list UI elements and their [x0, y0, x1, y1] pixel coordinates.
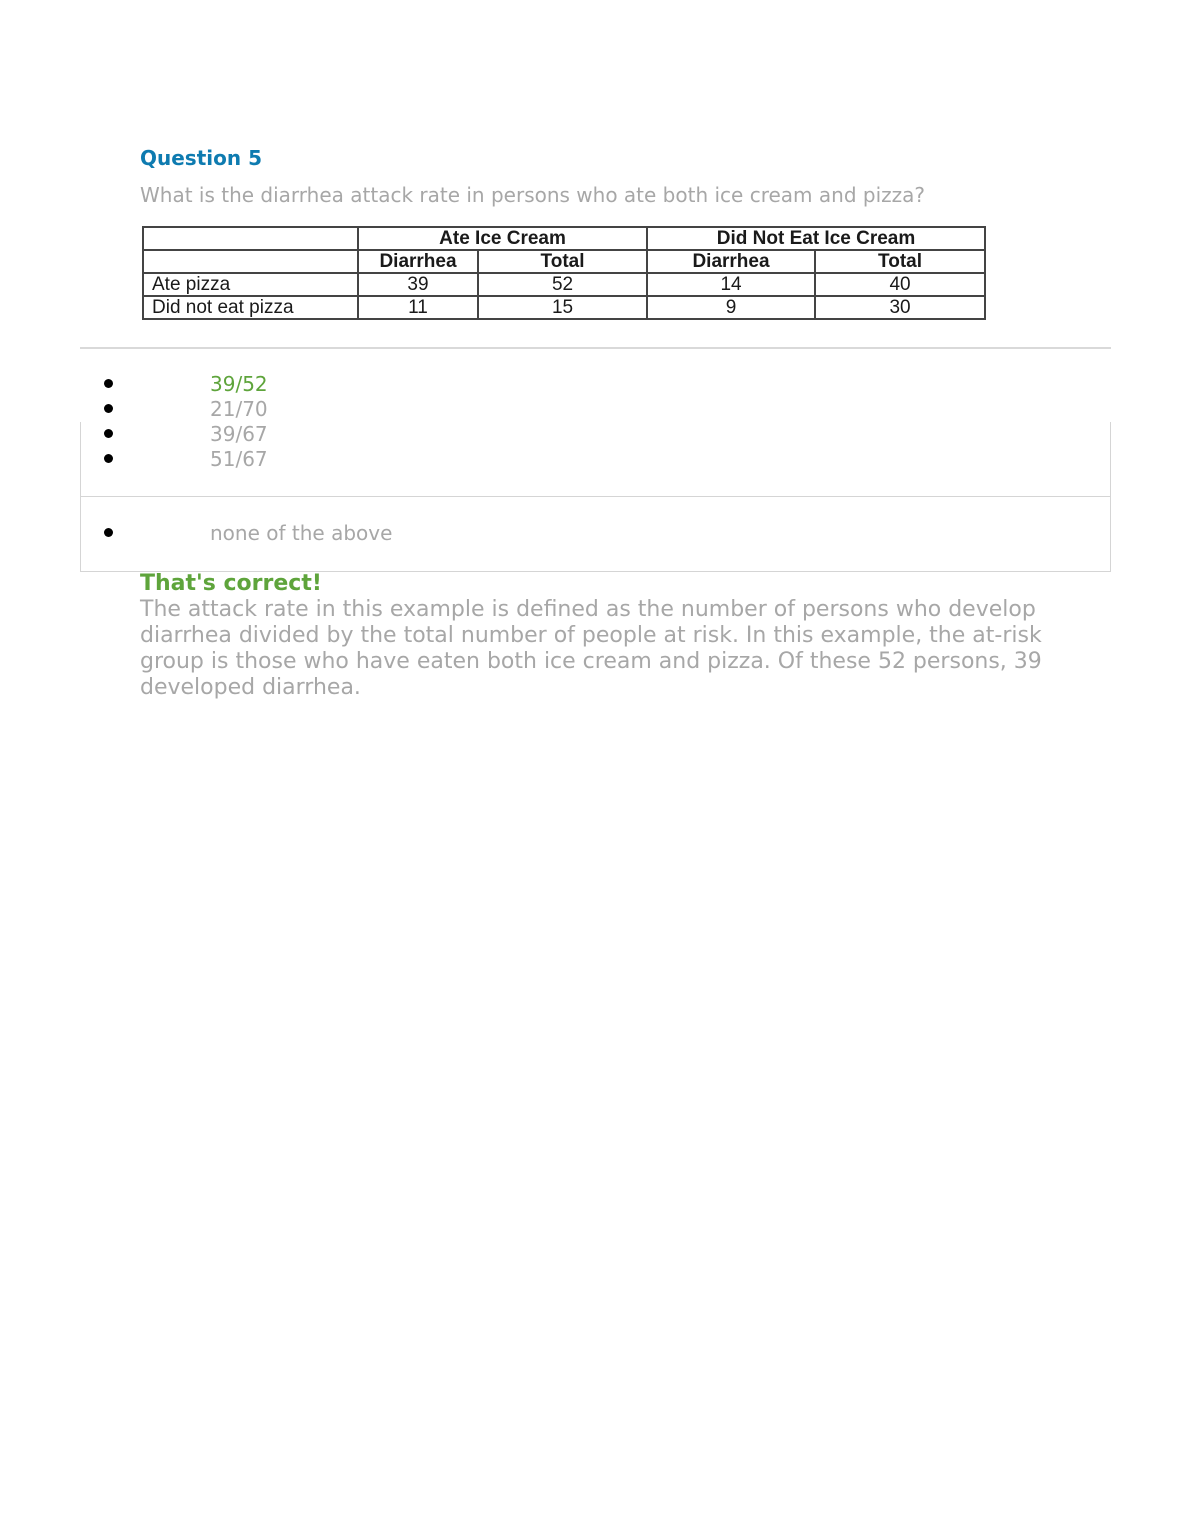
- table-cell: 30: [815, 296, 985, 319]
- table-sub-header-row: [143, 250, 985, 273]
- table-cell: 52: [478, 273, 647, 296]
- table-header-cell: Diarrhea: [647, 250, 815, 273]
- bullet-icon: [104, 429, 113, 438]
- data-table: [142, 226, 986, 320]
- answer-option[interactable]: [0, 396, 1190, 421]
- table-header-cell: Diarrhea: [358, 250, 478, 273]
- bullet-icon: [104, 454, 113, 463]
- table-row-label: Ate pizza: [143, 273, 358, 296]
- table-group-header: Ate Ice Cream: [358, 227, 647, 250]
- question-title: Question 5: [140, 146, 262, 170]
- question-text: What is the diarrhea attack rate in persons who ate both ice cream and pizza?: [140, 183, 925, 207]
- table-row: [143, 273, 985, 296]
- answer-option[interactable]: [0, 421, 1190, 446]
- table-group-header: Did Not Eat Ice Cream: [647, 227, 985, 250]
- table-row-label: Did not eat pizza: [143, 296, 358, 319]
- answer-option-label: 21/70: [210, 397, 268, 421]
- bullet-icon: [104, 528, 113, 537]
- table-cell: 39: [358, 273, 478, 296]
- table-group-header-row: [143, 227, 985, 250]
- table-cell: 15: [478, 296, 647, 319]
- table-cell: 11: [358, 296, 478, 319]
- table-row: [143, 296, 985, 319]
- table-corner-cell: [143, 227, 358, 250]
- table-header-cell: Total: [815, 250, 985, 273]
- answer-option[interactable]: [0, 446, 1190, 471]
- feedback-text: The attack rate in this example is defined as the number of persons who develop diarrhea divided by the total number of people at risk. In this example, the at-risk group is those who have eaten both ice cream and pizza. Of these 52 persons, 39 developed diarrhea.: [140, 597, 1042, 700]
- feedback-title: That's correct!: [140, 571, 322, 596]
- answer-option-label: 39/52: [210, 372, 268, 396]
- bullet-icon: [104, 404, 113, 413]
- divider: [80, 347, 1111, 349]
- table-header-cell: Total: [478, 250, 647, 273]
- answer-option-label: 51/67: [210, 447, 268, 471]
- answer-option[interactable]: [0, 371, 1190, 396]
- bullet-icon: [104, 379, 113, 388]
- answer-option[interactable]: [0, 520, 1190, 545]
- answer-option-label: 39/67: [210, 422, 268, 446]
- table-cell: 40: [815, 273, 985, 296]
- answer-option-label: none of the above: [210, 521, 393, 545]
- table-cell: 9: [647, 296, 815, 319]
- table-header-cell: [143, 250, 358, 273]
- table-cell: 14: [647, 273, 815, 296]
